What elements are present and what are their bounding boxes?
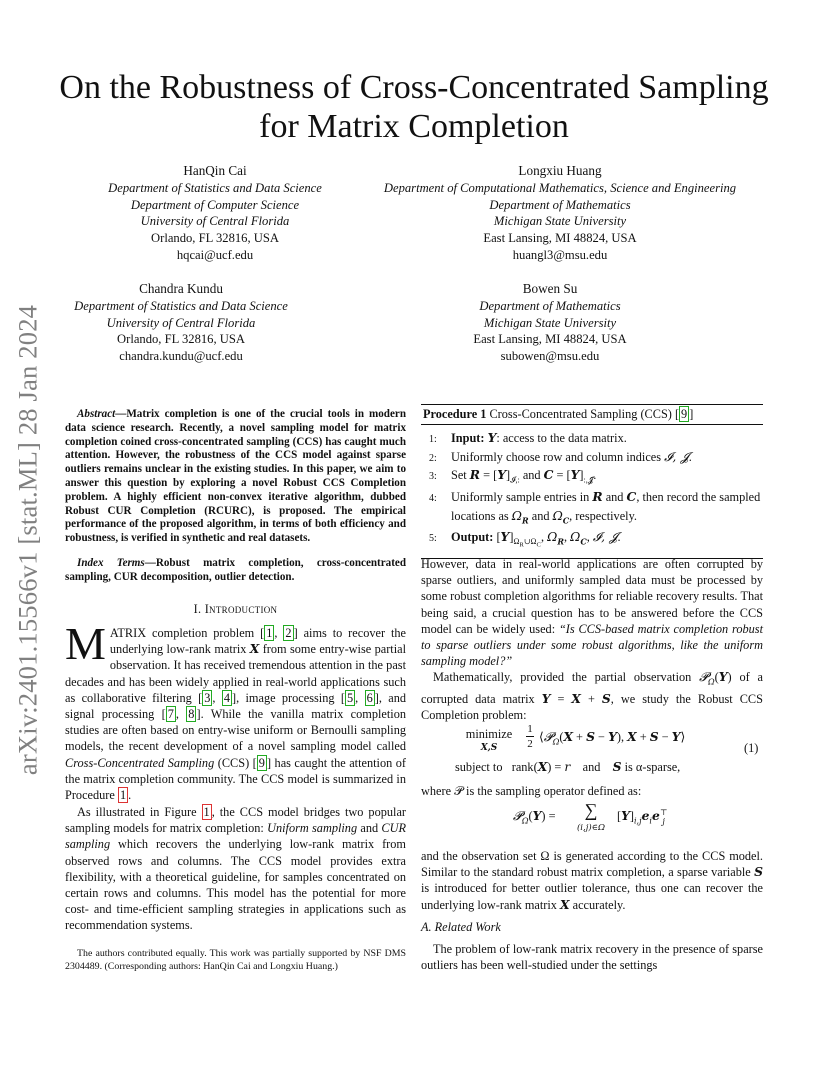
procedure-box: [421, 404, 763, 559]
author-address: East Lansing, MI 48824, USA: [483, 231, 637, 246]
footnote: The authors contributed equally. This work was partially supported by NSF DMS 2304489. (Corresponding authors: HanQin Cai and Longxiu Huang.): [65, 948, 406, 972]
paper-title: [40, 68, 788, 146]
intro-paragraph-2: As illustrated in Figure 1 , the CCS model bridges two popular sampling models for matrix completion: Uniform sampling and CUR sampling which recovers the underlying low-rank matrix from observed rows and columns. The CCS model provides extra flexibility, with a theoretical guideline, for samples concentrated on certain rows and columns. This model has the potential for more cost- and time-efficient sampling strategies in applications such as recommendation systems.: [65, 805, 406, 933]
author-dept: Department of Computer Science: [130, 197, 300, 212]
right-paragraph-4: and the observation set Ω is generated according to the CCS model. Similar to the standard robust matrix completion, a sparse variable S is introduced for better outlier tolerance, thus one can recover the underlying low-rank matrix X accurately.: [421, 849, 763, 912]
index-terms: Index Terms—Robust matrix completion, cross-concentrated sampling, CUR decomposition, outlier detection.: [65, 557, 406, 583]
author-name: Chandra Kundu: [139, 281, 223, 296]
procedure-step: 5: Output: $[Y]_{\Omega_R\cup\Omega_C}$, $\Omega_R$, $\Omega_C$, 𝓘, 𝓙.: [429, 528, 621, 549]
abstract: Abstract—Matrix completion is one of the crucial tools in modern data science research. Recently, a novel sampling model for matrix completion coined cross-concentrated sampling (CCS) has caught much attention. However, the robustness of the CCS model against sparse outliers remains unclear in the existing studies. In this paper, we aim to answer this question by exploring a novel Robust CCS Completion problem. A highly efficient non-convex iterative algorithm, dubbed Robust CUR Completion (RCURC), is proposed. The empirical performance of the proposed algorithm, in terms of both efficiency and robustness, is verified in synthetic and real datasets.: [65, 408, 406, 545]
title-line-2: for Matrix Completion: [259, 108, 569, 145]
citation-link[interactable]: 9: [258, 755, 265, 770]
author-dept: Department of Computational Mathematics, Science and Engineering: [383, 180, 737, 195]
citation-link[interactable]: 9: [681, 407, 688, 421]
author-dept: Michigan State University: [483, 315, 617, 330]
author-block-2: [362, 163, 758, 264]
index-terms-text: Robust matrix completion, cross-concentrated sampling, CUR decomposition, outlier detection.: [65, 557, 406, 583]
drop-cap: M: [65, 618, 106, 669]
citation-link[interactable]: 6: [366, 690, 373, 705]
equation-number: (1): [744, 741, 759, 755]
author-block-3: [50, 281, 312, 365]
author-block-1: [80, 163, 350, 264]
index-terms-label: Index Terms: [77, 557, 145, 569]
citation-link[interactable]: 5: [346, 690, 354, 705]
author-block-4: [420, 281, 680, 365]
arxiv-stamp: arXiv:2401.15566v1 [stat.ML] 28 Jan 2024: [12, 304, 43, 776]
procedure-step: 2: Uniformly choose row and column indices 𝓘, 𝓙.: [429, 449, 692, 464]
citation-link[interactable]: 1: [266, 626, 273, 640]
citation-link[interactable]: 3: [204, 690, 211, 705]
citation-link[interactable]: 8: [188, 707, 195, 722]
author-dept: Michigan State University: [493, 214, 627, 229]
author-email[interactable]: chandra.kundu@ucf.edu: [119, 349, 243, 364]
abstract-label: Abstract: [77, 408, 116, 420]
figure-link[interactable]: 1: [203, 805, 210, 819]
abstract-text: Matrix completion is one of the crucial tools in modern data science research. Recently, a novel sampling model for matrix completion coined cross-concentrated sampling (CCS) has caught much attention. However, the robustness of the CCS model against sparse outliers remains unclear in the existing studies. In this paper, we aim to answer this question by exploring a novel Robust CCS Completion problem. A highly efficient non-convex iterative algorithm, dubbed Robust CUR Completion (RCURC), is proposed. The empirical performance of the proposed algorithm, in terms of both efficiency and robustness, is verified in synthetic and real datasets.: [65, 408, 406, 545]
author-dept: University of Central Florida: [140, 214, 290, 229]
right-paragraph-2: Mathematically, provided the partial observation 𝓟$_\Omega$(Y) of a corrupted data matrix Y = X + S, we study the Robust CCS Completion problem:: [421, 669, 764, 722]
author-dept: Department of Mathematics: [489, 197, 631, 212]
author-name: Bowen Su: [522, 281, 578, 296]
author-email[interactable]: huangl3@msu.edu: [512, 247, 608, 262]
right-paragraph-3: where 𝒫 is the sampling operator defined as:: [421, 784, 642, 798]
author-name: HanQin Cai: [183, 163, 247, 178]
author-dept: University of Central Florida: [106, 315, 256, 330]
author-dept: Department of Statistics and Data Science: [108, 180, 322, 195]
subsection-heading: A. Related Work: [421, 920, 501, 934]
section-heading: I. Introduction: [193, 602, 278, 616]
procedure-link[interactable]: 1: [119, 788, 127, 803]
citation-link[interactable]: 7: [167, 707, 174, 722]
procedure-caption: Procedure 1 Cross-Concentrated Sampling (CCS) [ 9 ]: [423, 407, 694, 421]
sampling-operator-equation: 𝓟$_\Omega$(Y) = ∑ (i,j)∈Ω $[Y]_{i,j}e_ie^⊤_j$: [513, 800, 668, 833]
author-email[interactable]: hqcai@ucf.edu: [176, 247, 254, 262]
author-email[interactable]: subowen@msu.edu: [500, 349, 600, 364]
author-dept: Department of Statistics and Data Science: [74, 298, 288, 313]
author-name: Longxiu Huang: [518, 163, 602, 178]
right-paragraph-5: The problem of low-rank matrix recovery in the presence of sparse outliers has been well-studied under the settings: [421, 942, 763, 973]
citation-link[interactable]: 4: [223, 690, 230, 705]
intro-paragraph-1: MATRIX completion problem [ 1 , 2 ] aims to recover the underlying low-rank matrix X from some entry-wise partial observation. It has received tremendous attention in the past decades and has been widely applied in real-world applications such as collaborative filtering [ 3 , 4 ], image processing [ 5 , 6 ], and signal processing [ 7 , 8 ]. While the vanilla matrix completion studies are often based on entry-wise uniform or Bernoulli sampling models, the recent development of a novel sampling model called Cross-Concentrated Sampling (CCS) [ 9 ] has caught the attention of the matrix completion community. The CCS model is summarized in Procedure 1 .: [65, 618, 407, 803]
citation-link[interactable]: 2: [285, 626, 292, 640]
procedure-step: 1: Input: Y: access to the data matrix.: [429, 430, 627, 446]
equation-1: minimize X,S 1 2 ⟨𝓟$_\Omega$(X + S − Y), X + S − Y⟩ (1) subject to rank(X) = r and S is α-sparse,: [455, 723, 759, 774]
procedure-step: 3: Set $R = [Y]_{𝓘,:}$ and $C = [Y]_{:,𝓙}$.: [429, 467, 597, 485]
author-address: Orlando, FL 32816, USA: [117, 332, 245, 347]
title-line-1: On the Robustness of Cross-Concentrated Sampling: [59, 69, 769, 106]
procedure-step: 4: Uniformly sample entries in R and C, then record the sampled locations as $\Omega_R$ and $\Omega_C$, respectively.: [429, 489, 761, 526]
author-address: Orlando, FL 32816, USA: [151, 231, 279, 246]
author-address: East Lansing, MI 48824, USA: [473, 332, 627, 347]
right-paragraph-1: However, data in real-world applications are often corrupted by sparse outliers, and uniformly sampled data must be processed by some robust completion algorithms for reliable recovery results. That being said, a crucial question has to be answered before the CCS model can be widely used: “Is CCS-based matrix completion robust to sparse outliers under some robust algorithms, like the uniform sampling model?”: [421, 557, 763, 669]
author-dept: Department of Mathematics: [479, 298, 621, 313]
